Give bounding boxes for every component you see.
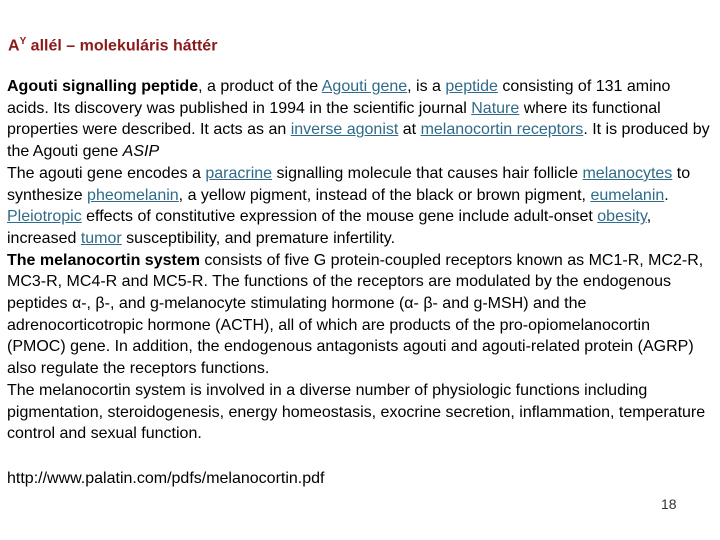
text-span: consists of five G protein-coupled receptors known as MC1-R, MC2-R, MC3-R, MC4-R and MC5-R. The functions of the receptors are modulated by the endogenous peptides α-, β-, and g-melanocyte stimulating hormone (α- β- and g-MSH) and the adrenocorticotropic hormone (ACTH), all of which are products of the pro-opiomelanocortin (PMOC) gene. In addition, the endogenous antagonists agouti and agouti-related protein (AGRP) also regulate the receptors functions. <box>7 251 704 378</box>
page-number: 18 <box>661 496 677 512</box>
link-paracrine[interactable]: paracrine <box>205 164 273 182</box>
link-eumelanin[interactable]: eumelanin <box>590 186 665 204</box>
gene-symbol-asip: ASIP <box>122 143 160 161</box>
text-span: susceptibility, and premature infertility. <box>121 229 396 247</box>
link-melanocytes[interactable]: melanocytes <box>582 164 673 182</box>
link-tumor[interactable]: tumor <box>80 229 122 247</box>
text-span: to synthesize <box>7 164 691 204</box>
term-agouti-signalling-peptide: Agouti signalling peptide <box>7 78 199 95</box>
text-span: , a product of the <box>198 78 322 95</box>
link-melanocortin-receptors[interactable]: melanocortin receptors <box>420 121 584 139</box>
text-span: . <box>664 186 669 204</box>
text-span: The melanocortin system is involved in a diverse number of physiologic functions including pigmentation, steroidogenesis, energy homeostasis, exocrine secretion, inflammation, temperature control and sexual function. <box>7 381 706 443</box>
text-span: where its functional properties were described. It acts as an <box>7 99 661 139</box>
slide-title <box>8 36 217 55</box>
paragraph-agouti-peptide <box>7 76 713 163</box>
link-nature[interactable]: Nature <box>471 99 520 117</box>
text-span: The agouti gene encodes a <box>7 164 206 182</box>
paragraph-agouti-gene <box>7 163 713 250</box>
link-inverse-agonist[interactable]: inverse agonist <box>290 121 399 139</box>
paragraph-melanocortin-system <box>7 250 713 380</box>
term-melanocortin-system: The melanocortin system <box>7 251 200 269</box>
text-span: . It is produced by the Agouti gene <box>7 121 710 161</box>
link-peptide[interactable]: peptide <box>445 78 498 95</box>
title-rest: allél – molekuláris háttér <box>26 37 218 55</box>
text-span: , increased <box>7 208 652 247</box>
slide-body <box>7 76 713 445</box>
text-span: at <box>398 121 421 139</box>
text-span: effects of constitutive expression of the mouse gene include adult-onset <box>81 208 598 226</box>
link-agouti-gene[interactable]: Agouti gene <box>321 78 408 95</box>
title-superscript: Y <box>19 36 27 47</box>
paragraph-physiologic-functions <box>7 380 713 445</box>
text-span: , a yellow pigment, instead of the black or brown pigment, <box>178 186 591 204</box>
text-span: , is a <box>407 78 446 95</box>
text-span: signalling molecule that causes hair follicle <box>272 164 583 182</box>
link-pleiotropic[interactable]: Pleiotropic <box>7 208 82 226</box>
source-url[interactable]: http://www.palatin.com/pdfs/melanocortin.pdf <box>7 470 325 487</box>
title-a: A <box>8 37 20 55</box>
text-span: consisting of 131 amino acids. Its discovery was published in 1994 in the scientific journal <box>7 78 671 117</box>
link-pheomelanin[interactable]: pheomelanin <box>87 186 179 204</box>
link-obesity[interactable]: obesity <box>597 208 647 226</box>
